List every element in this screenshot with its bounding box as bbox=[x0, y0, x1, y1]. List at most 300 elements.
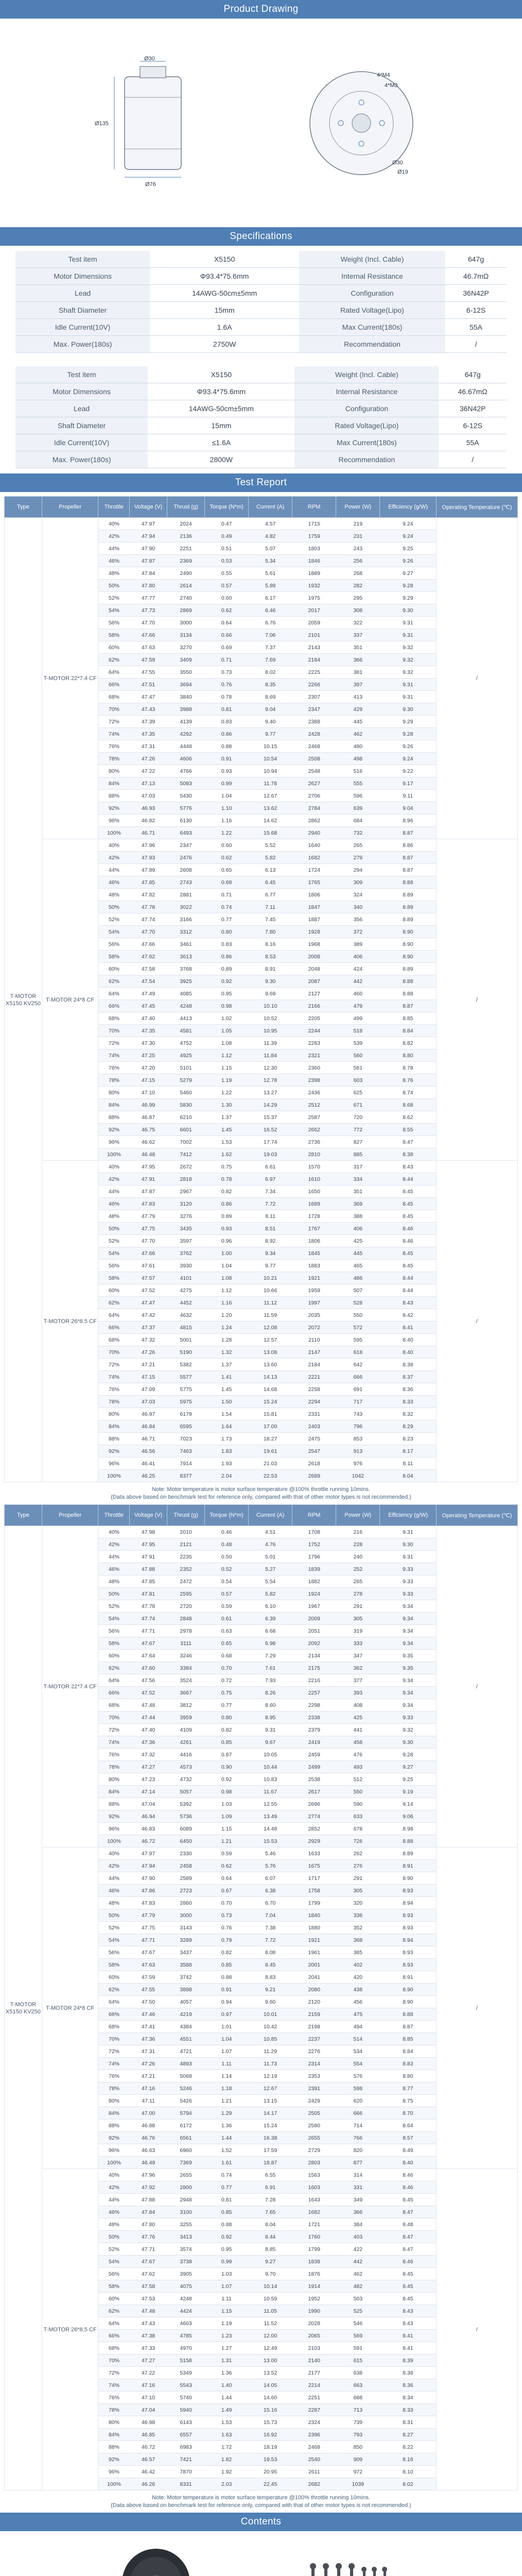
test-cell: 5.76 bbox=[249, 1860, 292, 1872]
test-cell: 2321 bbox=[292, 1049, 336, 1062]
test-cell: 10.94 bbox=[249, 765, 292, 777]
test-cell: 84% bbox=[98, 2429, 130, 2441]
test-cell: 7463 bbox=[167, 1445, 205, 1458]
test-cell: 5.46 bbox=[249, 1848, 292, 1860]
test-cell: 1.04 bbox=[205, 1260, 249, 1272]
test-cell: 12.49 bbox=[249, 2342, 292, 2354]
test-cell: 322 bbox=[336, 617, 380, 629]
test-cell: 8.34 bbox=[380, 2392, 436, 2404]
test-cell: 6450 bbox=[167, 1835, 205, 1848]
test-cell: 5740 bbox=[167, 2392, 205, 2404]
test-cell: 47.96 bbox=[130, 839, 167, 852]
test-cell: 42% bbox=[98, 2181, 130, 2194]
test-cell: 1.92 bbox=[205, 2466, 249, 2478]
test-cell: 5830 bbox=[167, 1099, 205, 1111]
test-cell: 1689 bbox=[292, 1198, 336, 1210]
test-cell: 9.28 bbox=[380, 1749, 436, 1761]
test-cell: 6130 bbox=[167, 815, 205, 827]
test-cell: 72% bbox=[98, 1037, 130, 1049]
test-cell: 8.11 bbox=[249, 1210, 292, 1223]
test-cell: 2723 bbox=[167, 1885, 205, 1897]
test-cell: 46.72 bbox=[130, 2441, 167, 2453]
test-cell: 1.73 bbox=[205, 1433, 249, 1445]
test-cell: 3597 bbox=[167, 1235, 205, 1247]
test-cell: 46.99 bbox=[130, 1099, 167, 1111]
test-cell: 88% bbox=[98, 1433, 130, 1445]
test-cell: 3738 bbox=[167, 2256, 205, 2268]
test-cell: 9.34 bbox=[380, 1637, 436, 1650]
test-cell: 5349 bbox=[167, 2367, 205, 2379]
test-cell: 265 bbox=[336, 839, 380, 852]
test-cell: 294 bbox=[336, 864, 380, 876]
spec-label: Idle Current(10V) bbox=[15, 319, 150, 336]
test-cell: 64% bbox=[98, 1309, 130, 1321]
spec-value: Φ93.4*75.6mm bbox=[148, 383, 294, 400]
test-cell: 877 bbox=[336, 2157, 380, 2169]
test-cell: 9.70 bbox=[249, 2268, 292, 2280]
test-cell: 68% bbox=[98, 691, 130, 703]
test-cell: 8.11 bbox=[380, 1458, 436, 1470]
test-cell: 96% bbox=[98, 815, 130, 827]
test-cell: 0.86 bbox=[205, 1198, 249, 1210]
test-cell: 46.48 bbox=[130, 1148, 167, 1161]
test-cell: 47.81 bbox=[130, 1588, 167, 1600]
test-cell: 1.27 bbox=[205, 2342, 249, 2354]
test-cell: 8.89 bbox=[380, 1848, 436, 1860]
test-cell: 739 bbox=[336, 2416, 380, 2429]
test-cell: 0.60 bbox=[205, 839, 249, 852]
test-cell: 393 bbox=[336, 1687, 380, 1699]
test-cell: 5158 bbox=[167, 2354, 205, 2367]
test-cell: 11.59 bbox=[249, 1309, 292, 1321]
test-cell: 408 bbox=[336, 1699, 380, 1711]
test-cell: 219 bbox=[336, 518, 380, 530]
test-cell: 74% bbox=[98, 2058, 130, 2070]
test-cell: 76% bbox=[98, 2070, 130, 2082]
test-cell: 3000 bbox=[167, 1909, 205, 1922]
test-cell: 48% bbox=[98, 1575, 130, 1588]
test-cell: 1846 bbox=[292, 555, 336, 567]
test-cell: 60% bbox=[98, 1284, 130, 1297]
test-cell: 9.34 bbox=[249, 1247, 292, 1260]
test-cell: 11.39 bbox=[249, 1037, 292, 1049]
test-cell: 47.67 bbox=[130, 1946, 167, 1959]
spec-row bbox=[15, 268, 507, 285]
test-cell: 6.91 bbox=[249, 2181, 292, 2194]
test-cell: 8.80 bbox=[380, 1049, 436, 1062]
test-cell: 8.88 bbox=[380, 876, 436, 889]
test-cell: 1889 bbox=[292, 567, 336, 580]
test-cell: 9.27 bbox=[380, 567, 436, 580]
test-cell: 14.05 bbox=[249, 2379, 292, 2392]
test-cell: 5776 bbox=[167, 802, 205, 815]
test-cell: 1.53 bbox=[205, 1136, 249, 1148]
spec-value: 15mm bbox=[150, 302, 299, 319]
test-cell: 47.64 bbox=[130, 1650, 167, 1662]
test-cell: 47.84 bbox=[130, 567, 167, 580]
test-cell: 1876 bbox=[292, 2268, 336, 2280]
test-cell: 46.87 bbox=[130, 1111, 167, 1124]
test-cell: 2147 bbox=[292, 1346, 336, 1359]
test-cell: 1883 bbox=[292, 1260, 336, 1272]
spec-row bbox=[15, 383, 507, 400]
test-cell: 3000 bbox=[167, 617, 205, 629]
test-cell: 1.72 bbox=[205, 2441, 249, 2453]
test-cell: 0.61 bbox=[205, 1613, 249, 1625]
test-cell: 0.94 bbox=[205, 1996, 249, 2008]
test-cell: 47.10 bbox=[130, 2392, 167, 2404]
specifications-band bbox=[0, 227, 522, 246]
test-cell: 11.67 bbox=[249, 1786, 292, 1798]
test-cell: 2352 bbox=[167, 1563, 205, 1575]
test-cell: 58% bbox=[98, 2280, 130, 2293]
test-cell: 518 bbox=[336, 1025, 380, 1037]
test-cell: 8.35 bbox=[249, 679, 292, 691]
test-cell: 88% bbox=[98, 2441, 130, 2453]
test-cell: 3312 bbox=[167, 926, 205, 938]
test-cell: 276 bbox=[336, 1860, 380, 1872]
spec-value: 36N42P bbox=[445, 285, 507, 302]
test-cell: 47.89 bbox=[130, 864, 167, 876]
test-cell: 47.76 bbox=[130, 2231, 167, 2243]
test-cell: 8.88 bbox=[380, 975, 436, 988]
type-cell: T-MOTOR X5150 KV250 bbox=[5, 1526, 42, 2490]
test-cell: 972 bbox=[336, 2466, 380, 2478]
test-cell: 0.68 bbox=[205, 876, 249, 889]
test-cell: 2848 bbox=[167, 1613, 205, 1625]
test-cell: 2051 bbox=[292, 1625, 336, 1637]
test-cell: 9.32 bbox=[380, 641, 436, 654]
test-cell: 3694 bbox=[167, 679, 205, 691]
test-cell: 4384 bbox=[167, 2021, 205, 2033]
test-cell: 2010 bbox=[167, 1526, 205, 1538]
test-cell: 62% bbox=[98, 1297, 130, 1309]
test-cell: 8.88 bbox=[380, 988, 436, 1000]
test-cell: 7.28 bbox=[249, 2194, 292, 2206]
test-cell: 58% bbox=[98, 1959, 130, 1971]
test-cell: 47.67 bbox=[130, 1637, 167, 1650]
test-cell: 0.64 bbox=[205, 617, 249, 629]
test-cell: 1.15 bbox=[205, 1062, 249, 1074]
test-cell: 47.21 bbox=[130, 1359, 167, 1371]
test-cell: 425 bbox=[336, 1235, 380, 1247]
test-cell: 9.31 bbox=[249, 1724, 292, 1736]
test-cell: 80% bbox=[98, 1773, 130, 1786]
test-cell: 8.94 bbox=[380, 1934, 436, 1946]
test-cell: 268 bbox=[336, 567, 380, 580]
test-cell: 885 bbox=[336, 1148, 380, 1161]
test-cell: 8.55 bbox=[380, 1124, 436, 1136]
test-cell: 8.29 bbox=[380, 1420, 436, 1433]
test-cell: 9.34 bbox=[380, 1625, 436, 1637]
test-cell: 7421 bbox=[167, 2453, 205, 2466]
test-cell: 0.89 bbox=[205, 1210, 249, 1223]
test-cell: 84% bbox=[98, 777, 130, 790]
test-cell: 8.68 bbox=[380, 1099, 436, 1111]
test-cell: 1990 bbox=[292, 2305, 336, 2317]
test-cell: 1921 bbox=[292, 1272, 336, 1284]
test-cell: 0.71 bbox=[205, 654, 249, 666]
dim-label-right-4: Ø19 bbox=[397, 168, 408, 175]
test-cell: 9.67 bbox=[249, 1736, 292, 1749]
product-drawing-title: Product Drawing bbox=[223, 4, 299, 14]
test-cell: 4815 bbox=[167, 1321, 205, 1334]
test-cell: 8.53 bbox=[249, 951, 292, 963]
test-cell: 0.78 bbox=[205, 691, 249, 703]
test-cell: 47.37 bbox=[130, 1321, 167, 1334]
test-cell: 72% bbox=[98, 2045, 130, 2058]
test-cell: 2314 bbox=[292, 2058, 336, 2070]
test-cell: 47.91 bbox=[130, 1551, 167, 1563]
test-cell: 2347 bbox=[292, 703, 336, 716]
screws-icon bbox=[291, 2557, 409, 2576]
test-cell: 3166 bbox=[167, 913, 205, 926]
test-cell: 4261 bbox=[167, 1736, 205, 1749]
test-cell: 2860 bbox=[167, 1897, 205, 1909]
test-cell: 47.88 bbox=[130, 1563, 167, 1575]
test-cell: 1.36 bbox=[205, 2367, 249, 2379]
test-cell: 22.45 bbox=[249, 2478, 292, 2490]
test-cell: 47.85 bbox=[130, 1575, 167, 1588]
test-cell: 12.57 bbox=[249, 1334, 292, 1346]
test-cell: 1721 bbox=[292, 2218, 336, 2231]
specifications-section bbox=[0, 246, 522, 473]
test-note-1-line-1: Note: Motor temperature is motor surface temperature @100% throttle running 10mins. bbox=[152, 1486, 370, 1493]
test-cell: 1.32 bbox=[205, 1346, 249, 1359]
test-cell: 47.33 bbox=[130, 2342, 167, 2354]
test-cell: 12.55 bbox=[249, 1798, 292, 1810]
test-cell: 2184 bbox=[292, 1359, 336, 1371]
test-cell: 9.31 bbox=[380, 629, 436, 641]
test-cell: 7412 bbox=[167, 1148, 205, 1161]
test-cell: 8.69 bbox=[249, 691, 292, 703]
test-cell: 2587 bbox=[292, 1111, 336, 1124]
test-cell: 47.75 bbox=[130, 1223, 167, 1235]
test-cell: 6960 bbox=[167, 2144, 205, 2157]
test-cell: 44% bbox=[98, 1872, 130, 1885]
test-cell: 47.90 bbox=[130, 543, 167, 555]
test-cell: 8.10 bbox=[380, 2466, 436, 2478]
test-cell: 88% bbox=[98, 790, 130, 802]
test-cell: 1845 bbox=[292, 1247, 336, 1260]
test-cell: 0.85 bbox=[205, 1736, 249, 1749]
test-cell: 732 bbox=[336, 827, 380, 839]
test-cell: 6179 bbox=[167, 1408, 205, 1420]
test-cell: 349 bbox=[336, 2194, 380, 2206]
test-cell: 2978 bbox=[167, 1625, 205, 1637]
test-cell: 9.33 bbox=[380, 1711, 436, 1724]
test-cell: 1.64 bbox=[205, 1420, 249, 1433]
test-header-cell: Power (W) bbox=[336, 497, 380, 518]
test-cell: 4109 bbox=[167, 1724, 205, 1736]
temperature-cell: / bbox=[436, 839, 517, 1161]
test-cell: 8.23 bbox=[380, 1433, 436, 1445]
spec-label: Test item bbox=[15, 251, 150, 268]
test-cell: 17.59 bbox=[249, 2144, 292, 2157]
test-cell: 10.85 bbox=[249, 2033, 292, 2045]
test-cell: 2388 bbox=[292, 716, 336, 728]
test-cell: 8.45 bbox=[380, 2280, 436, 2293]
test-cell: 2436 bbox=[292, 1087, 336, 1099]
test-cell: 324 bbox=[336, 889, 380, 901]
test-cell: 44% bbox=[98, 1185, 130, 1198]
spec-value: 55A bbox=[445, 319, 507, 336]
test-cell: 68% bbox=[98, 1012, 130, 1025]
test-cell: 2419 bbox=[292, 1736, 336, 1749]
spec-label: Max. Power(180s) bbox=[15, 451, 148, 468]
test-cell: 78% bbox=[98, 1761, 130, 1773]
test-cell: 46.71 bbox=[130, 1433, 167, 1445]
test-cell: 2103 bbox=[292, 2342, 336, 2354]
spec-value: 6-12S bbox=[445, 302, 507, 319]
test-cell: 47.20 bbox=[130, 1062, 167, 1074]
test-cell: 92% bbox=[98, 1445, 130, 1458]
test-cell: 15.68 bbox=[249, 827, 292, 839]
test-cell: 0.85 bbox=[205, 2206, 249, 2218]
test-cell: 366 bbox=[336, 2206, 380, 2218]
test-cell: 4275 bbox=[167, 1284, 205, 1297]
test-cell: 11.84 bbox=[249, 1049, 292, 1062]
test-cell: 1.02 bbox=[205, 1012, 249, 1025]
motor-side-drawing bbox=[94, 56, 212, 190]
propeller-cell: T-MOTOR 22*7.4 CF bbox=[42, 1526, 98, 1848]
test-cell: 2136 bbox=[167, 530, 205, 543]
test-cell: 317 bbox=[336, 1161, 380, 1173]
test-cell: 2818 bbox=[167, 1173, 205, 1185]
test-header-cell: Thrust (g) bbox=[167, 1505, 205, 1526]
test-cell: 8.86 bbox=[380, 839, 436, 852]
test-cell: 8.49 bbox=[380, 2144, 436, 2157]
test-cell: 0.74 bbox=[205, 901, 249, 913]
test-cell: 6143 bbox=[167, 2416, 205, 2429]
test-cell: 462 bbox=[336, 728, 380, 740]
test-cell: 47.31 bbox=[130, 740, 167, 753]
test-cell: 528 bbox=[336, 1297, 380, 1309]
test-cell: 2353 bbox=[292, 2070, 336, 2082]
test-cell: 56% bbox=[98, 1260, 130, 1272]
test-cell: 425 bbox=[336, 1711, 380, 1724]
test-cell: 72% bbox=[98, 2367, 130, 2379]
test-cell: 9.17 bbox=[380, 777, 436, 790]
test-cell: 4573 bbox=[167, 1761, 205, 1773]
spec-label: Recommendation bbox=[294, 451, 439, 468]
spec-label: Lead bbox=[15, 400, 148, 417]
test-cell: 2595 bbox=[167, 1588, 205, 1600]
test-cell: 368 bbox=[336, 1934, 380, 1946]
test-note-1 bbox=[4, 1482, 518, 1504]
dim-label-left-3: Ø76 bbox=[145, 181, 156, 188]
test-cell: 8.83 bbox=[249, 1971, 292, 1984]
test-cell: 47.21 bbox=[130, 2070, 167, 2082]
test-cell: 691 bbox=[336, 1383, 380, 1396]
test-cell: 0.76 bbox=[205, 679, 249, 691]
test-cell: 66% bbox=[98, 1321, 130, 1334]
test-cell: 8.47 bbox=[380, 1136, 436, 1148]
test-cell: 46.97 bbox=[130, 1408, 167, 1420]
test-cell: 47.62 bbox=[130, 2268, 167, 2280]
test-cell: 4752 bbox=[167, 1037, 205, 1049]
test-cell: 9.77 bbox=[249, 1260, 292, 1272]
test-cell: 76% bbox=[98, 1749, 130, 1761]
test-cell: 5.82 bbox=[249, 1588, 292, 1600]
test-cell: 516 bbox=[336, 765, 380, 777]
test-cell: 46.49 bbox=[130, 2157, 167, 2169]
test-cell: 0.67 bbox=[205, 1885, 249, 1897]
test-cell: 1.24 bbox=[205, 1321, 249, 1334]
test-cell: 14.48 bbox=[249, 1823, 292, 1835]
test-cell: 47.16 bbox=[130, 2082, 167, 2095]
test-cell: 44% bbox=[98, 543, 130, 555]
test-cell: 8.87 bbox=[380, 827, 436, 839]
test-cell: 1847 bbox=[292, 901, 336, 913]
test-cell: 40% bbox=[98, 1161, 130, 1173]
test-cell: 0.52 bbox=[205, 1563, 249, 1575]
test-cell: 2072 bbox=[292, 1321, 336, 1334]
test-cell: 372 bbox=[336, 926, 380, 938]
test-cell: 1806 bbox=[292, 1235, 336, 1247]
test-cell: 47.36 bbox=[130, 2033, 167, 2045]
test-header-cell: Voltage (V) bbox=[130, 497, 167, 518]
test-cell: 413 bbox=[336, 691, 380, 703]
test-cell: 4925 bbox=[167, 1049, 205, 1062]
test-cell: 47.22 bbox=[130, 2367, 167, 2379]
test-cell: 0.82 bbox=[205, 1185, 249, 1198]
test-cell: 1.40 bbox=[205, 2379, 249, 2392]
test-cell: 6595 bbox=[167, 1420, 205, 1433]
test-header-cell: Propeller bbox=[42, 497, 98, 518]
test-cell: 442 bbox=[336, 975, 380, 988]
test-cell: 0.65 bbox=[205, 1637, 249, 1650]
test-cell: 47.94 bbox=[130, 530, 167, 543]
test-cell: 54% bbox=[98, 604, 130, 617]
test-cell: 3524 bbox=[167, 1674, 205, 1687]
test-cell: 2476 bbox=[167, 852, 205, 864]
spec-row bbox=[15, 366, 507, 383]
test-cell: 100% bbox=[98, 1835, 130, 1848]
test-cell: 70% bbox=[98, 1346, 130, 1359]
test-cell: 465 bbox=[336, 1260, 380, 1272]
test-cell: 402 bbox=[336, 1959, 380, 1971]
test-cell: 17.74 bbox=[249, 1136, 292, 1148]
test-cell: 52% bbox=[98, 1600, 130, 1613]
test-cell: 13.08 bbox=[249, 1346, 292, 1359]
test-cell: 47.79 bbox=[130, 1210, 167, 1223]
test-cell: 47.40 bbox=[130, 1724, 167, 1736]
test-cell: 6.38 bbox=[249, 1885, 292, 1897]
test-cell: 1633 bbox=[292, 1848, 336, 1860]
test-cell: 47.75 bbox=[130, 1922, 167, 1934]
test-report-band bbox=[0, 473, 522, 492]
test-cell: 1.12 bbox=[205, 1049, 249, 1062]
contents-section bbox=[0, 2531, 522, 2576]
test-cell: 15.73 bbox=[249, 2416, 292, 2429]
test-cell: 4606 bbox=[167, 753, 205, 765]
test-cell: 1767 bbox=[292, 1223, 336, 1235]
test-cell: 8.47 bbox=[380, 2206, 436, 2218]
test-cell: 2508 bbox=[292, 753, 336, 765]
test-cell: 0.86 bbox=[205, 951, 249, 963]
test-cell: 1.23 bbox=[205, 2330, 249, 2342]
test-cell: 2001 bbox=[292, 1959, 336, 1971]
test-cell: 15.37 bbox=[249, 1111, 292, 1124]
test-header-cell: Current (A) bbox=[249, 497, 292, 518]
test-cell: 726 bbox=[336, 1835, 380, 1848]
test-cell: 3959 bbox=[167, 1711, 205, 1724]
test-cell: 793 bbox=[336, 2429, 380, 2441]
test-cell: 663 bbox=[336, 2379, 380, 2392]
test-cell: 3384 bbox=[167, 1662, 205, 1674]
motor-photo-icon bbox=[117, 2547, 195, 2576]
